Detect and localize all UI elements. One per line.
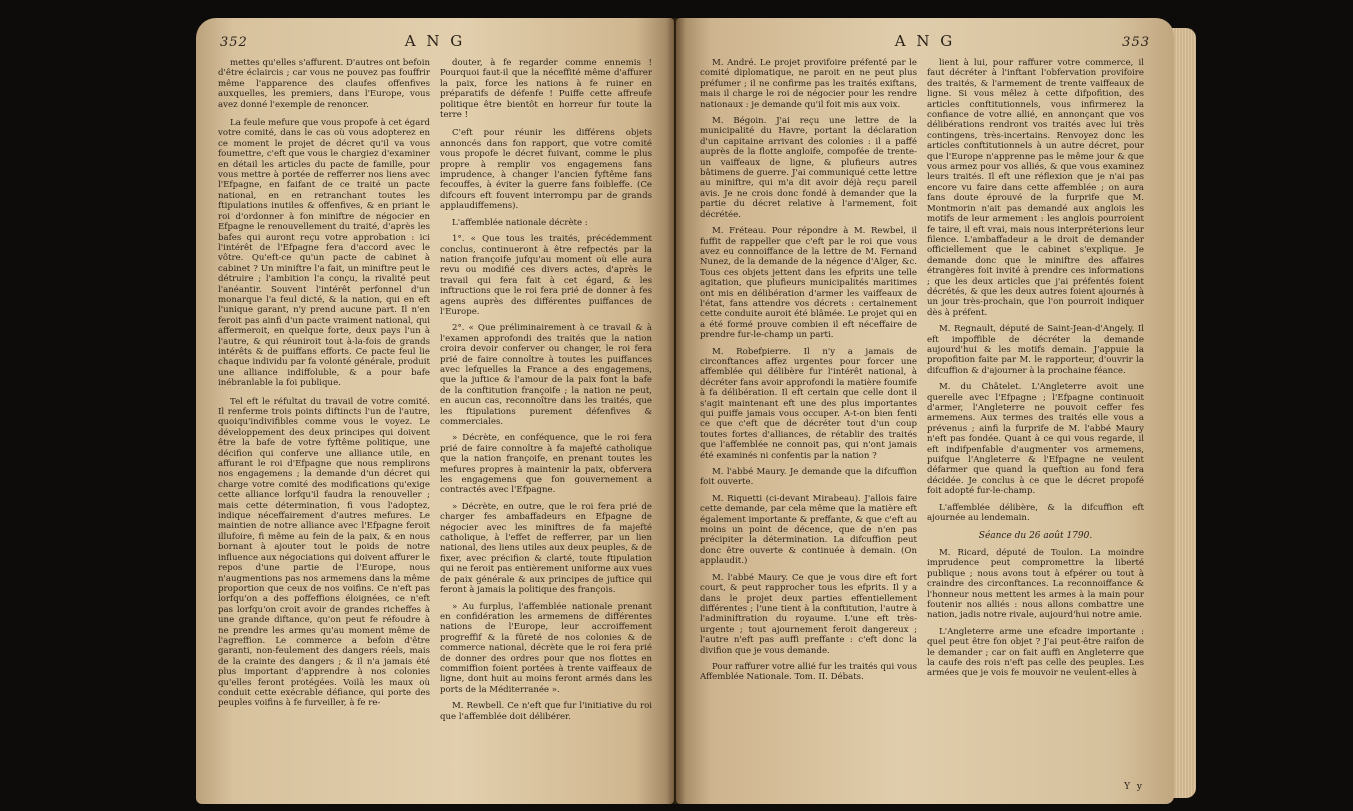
paragraph: » Décrète, en conféquence, que le roi fera prié de faire connoître à fa majefté catholique que la nation françoife, en prenant toutes les mefures propres à maintenir la paix, obfervera les engagemens que fon gouvernement a contractés avec l'Efpagne.: [440, 433, 652, 496]
right-column-1: [700, 58, 917, 788]
page-edges: [1172, 28, 1196, 798]
decree-heading: L'affemblée nationale décrète :: [452, 217, 588, 228]
left-running-head: A N G: [404, 32, 466, 50]
right-page-header: [700, 32, 1150, 52]
paragraph: C'eft pour réunir les différens objets annoncés dans fon rapport, que votre comité vous propofe le décret fuivant, comme le plus propre à remplir vos engagemens fans imprudence, à changer l'ancien fyftême fans fecouffes, à éviter la guerre fans foibleffe. (Ce difcours eft fouvent interrompu par de grands applaudiffemens).: [440, 128, 652, 212]
right-running-head: A N G: [894, 32, 956, 50]
signature-mark: Y y: [1124, 782, 1144, 792]
left-column-2: [440, 58, 652, 788]
paragraph: mettes qu'elles s'affurent. D'autres ont befoin d'être éclaircis ; car vous ne pouvez pas fouffrir même l'apparence des claufes offenfives auxquelles, les premiers, dans l'Europe, vous avez donné l'exemple de renoncer.: [218, 58, 430, 110]
paragraph: » Au furplus, l'affemblée nationale prenant en confidération les armemens de différentes nations de l'Europe, leur accroiffement progreffif & la fûreté de nos colonies & de commerce national, décrète que le roi fera prié de donner des ordres pour que nos flottes en commiffion foient portées à trente vaiffeaux de ligne, dont huit au moins feront armés dans les ports de la Méditerranée ».: [440, 601, 652, 695]
paragraph: Pour raffurer votre allié fur les traités qui vous Affemblée Nationale. Tom. II. Débats.: [700, 661, 917, 683]
paragraph: M. Regnault, député de Saint-Jean-d'Angely. Il eft impoffible de décréter la demande aujourd'hui & les motifs demain. J'appuie la propofition faite par M. le rapporteur, d'ouvrir la difcuffion & d'ajourner à la prochaine féance.: [927, 324, 1144, 376]
paragraph: M. Bégoin. J'ai reçu une lettre de la municipalité du Havre, portant la déclaration d'un capitaine arrivant des colonies : il a paffé auprès de la flotte angloife, compofée de trente-un vaiffeaux de ligne, & plufieurs autres bâtimens de guerre. J'ai communiqué cette lettre au miniftre, qui m'a dit avoir déjà reçu pareil avis. Je ne crois donc fondé à demander que la partie du décret relative à l'armement, foit décrétée.: [700, 116, 917, 220]
left-page-text: [218, 58, 652, 788]
paragraph: M. Fréteau. Pour répondre à M. Rewbel, il fuffit de rappeller que c'eft par le roi que vous avez eu connoiffance de la lettre de M. Fernand Nunez, de la demande de la négence d'Alger, &c. Tous ces objets jettent dans les efprits une telle agitation, que plufieurs municipalités maritimes ont mis en délibération d'armer les vaiffeaux de l'état, fans attendre vos décrets : certainement cette conduite auroit été blâmée. Le projet qui en a été formé prouve combien il eft néceffaire de prendre fur-le-champ un parti.: [700, 226, 917, 341]
left-page: [196, 18, 674, 804]
paragraph: M. André. Le projet provifoire préfenté par le comité diplomatique, ne paroit en ne peut plus préfumer ; il ne confirme pas les traités exiftans, mais il charge le roi de négocier pour les rendre nationaux : je demande qu'il foit mis aux voix.: [700, 58, 917, 110]
left-column-1: [218, 58, 430, 788]
paragraph: 1°. « Que tous les traités, précédemment conclus, continueront à être refpectés par la nation françoife jufqu'au moment où elle aura revu ou modifié ces divers actes, d'après le travail qui fera fait à cet égard, & les inftructions que le roi fera prié de donner à fes agens auprès des différentes puiffances de l'Europe.: [440, 234, 652, 317]
paragraph: Tel eft le réfultat du travail de votre comité. Il renferme trois points diftincts l'un de l'autre, quoiqu'indivifibles comme vous le voyez. Le développement des deux principes qui doivent être la bafe de votre fyftême politique, une décifion qui conferve une alliance utile, en affurant le roi d'Efpagne que nous remplirons nos engagemens ; la demande d'un décret qui charge votre comité des modifications qu'exige cette alliance lorfqu'il faudra la renouveller ; mais cette détermination, fi vous l'adoptez, indique néceffairement d'autres mefures. Le maintien de notre alliance avec l'Efpagne feroit illufoire, fi même au fein de la paix, & en nous bornant à ajouter tout le poids de notre influence aux négociations qui doivent affurer le repos d'une partie de l'Europe, nous n'augmentions pas nos armemens dans la même proportion que ceux de nos voifins. Ce n'eft pas lorfqu'on a des poffeffions éloignées, ce n'eft pas lorfqu'on croit avoir de grandes richeffes à une grande diftance, qu'on peut fe réfoudre à ne prendre les armes qu'au moment même de l'agreffion. Le commerce a befoin d'être garanti, non-feulement des dangers réels, mais de la crainte des dangers ; & il n'a jamais été plus important d'apprendre à nos colonies qu'elles feront protégées. Voilà les maux où conduit cette exécrable défiance, qui porte des peuples voifins à fe furveiller, à fe re-: [218, 396, 430, 709]
paragraph: » Décrète, en outre, que le roi fera prié de charger fes ambaffadeurs en Efpagne de négocier avec les miniftres de fa majefté catholique, à l'effet de refferrer, par un lien national, des liens utiles aux deux peuples, & de fixer, avec précifion & clarté, toute ftipulation qui ne feroit pas entièrement uniforme aux vues de paix générale & aux principes de juftice qui feront à jamais la politique des françois.: [440, 501, 652, 596]
paragraph: L'Angleterre arme une efcadre importante : quel peut être fon objet ? J'ai peut-être raifon de le demander ; car on fait auffi en Angleterre que la caufe des rois n'eft pas celle des peuples. Les armées que je vois fe mouvoir ne veulent-elles à: [927, 626, 1144, 679]
left-page-number: 352: [220, 35, 248, 50]
open-book: [196, 18, 1196, 808]
paragraph: La feule mefure que vous propofe à cet égard votre comité, dans le cas où vous adopterez en ce moment le projet de décret qu'il va vous foumettre, c'eft que vous le chargiez d'examiner en détail les articles du pacte de famille, pour vous mettre à portée de refferrer nos liens avec l'Efpagne, en faifant de ce traité un pacte national, en en retranchant toutes les ftipulations inutiles & offenfives, & en priant le roi d'ordonner à fon miniftre de négocier en Efpagne le renouvellement du traité, d'après les bafes qui auront reçu votre approbation : ici l'intérêt de l'Efpagne fera d'accord avec le vôtre. Qu'eft-ce qu'un pacte de cabinet à cabinet ? Un miniftre l'a fait, un miniftre peut le détruire ; l'ambition l'a conçu, la rivalité peut l'anéantir. Souvent l'intérêt perfonnel d'un monarque l'a feul dicté, & la nation, qui en eft l'unique garant, n'y prend aucune part. Il n'en feroit pas ainfi d'un pacte vraiment national, qui affermeroit, en quelque forte, deux pays l'un à l'autre, & qui réuniroit tout à-la-fois de grands intérêts & de puiffans efforts. Ce pacte feul lie chaque individu par fa volonté générale, produit une alliance indiffoluble, & a pour bafe inébranlable la foi publique.: [218, 118, 430, 389]
paragraph: lient à lui, pour raffurer votre commerce, il faut décréter à l'inftant l'obfervation provifoire des traités, & l'armement de trente vaiffeaux de ligne. Si vous mêlez à cette difpofition, des articles conftitutionnels, vous infirmerez la confiance de votre allié, en annonçant que vos délibérations rendront vos traités avec lui très contingens, très-incertains. Renvoyez donc les articles conftitutionnels à un autre décret, pour que l'Europe n'apprenne pas le même jour & que vous armez pour vos alliés, & que vous examinez leurs traités. Il eft une réflexion que je n'ai pas encore vu faire dans cette affemblée ; on aura fans doute éprouvé de la furprife que M. Montmorin n'ait pas demandé aux anglois les motifs de leur armement : les anglois pourroient fe taire, il eft vrai, mais nous interpréterions leur filence. L'ambaffadeur a le droit de demander officiellement que le cabinet s'explique. Je demande donc que le miniftre des affaires étrangères foit invité à prendre ces informations ; que les deux articles que j'ai préfentés foient décrétés, & que les deux autres foient ajournés à un jour très-prochain, que l'on pourroit indiquer dès à préfent.: [927, 58, 1144, 318]
paragraph: M. Riquetti (ci-devant Mirabeau). J'allois faire cette demande, par cela même que la matière eft également importante & preffante, & que c'eft au moins un point de décence, que de n'en pas précipiter la détermination. La difcuffion peut donc être ouverte & continuée à demain. (On applaudit.): [700, 493, 917, 567]
paragraph: M. Ricard, député de Toulon. La moindre imprudence peut compromettre la liberté publique ; nous avons tout à efpérer ou tout à craindre des circonftances. La reconnoiffance & l'honneur nous mettent les armes à la main pour foutenir nos alliés : nous allons combattre une nation, jadis notre rivale, aujourd'hui notre amie.: [927, 547, 1144, 621]
book-gutter: [666, 18, 686, 804]
paragraph: M. Robefpierre. Il n'y a jamais de circonftances affez urgentes pour forcer une affemblée qui délibère fur l'intérêt national, à décréter fans avoir approfondi la matière foumife à fa délibération. Il eft certain que celle dont il s'agit maintenant eft une des plus importantes qui puiffe jamais vous occuper. A-t-on bien fenti ce que c'eft que de décréter tout d'un coup toutes fortes d'alliances, de rétablir des traités que l'affemblée ne connoit pas, qui n'ont jamais été examinés ni confentis par la nation ?: [700, 346, 917, 461]
paragraph: M. l'abbé Maury. Ce que je vous dire eft fort court, & peut rapprocher tous les efprits. Il y a dans le projet deux parties effentiellement différentes ; l'une tient à la conftitution, l'autre à l'adminiftration du royaume. L'une eft très-urgente ; tout ajournement feroit dangereux ; l'autre n'eft pas auffi preffante : c'eft donc la divifion que je vous demande.: [700, 572, 917, 656]
paragraph: M. du Châtelet. L'Angleterre avoit une querelle avec l'Efpagne ; l'Efpagne continuoit d'armer, l'Angleterre ne pouvoit ceffer fes armemens. Aux termes des traités elle vous a prévenus ; ainfi la furprife de M. l'abbé Maury n'eft pas fondée. Quant à ce qui vous regarde, il eft indifpenfable d'augmenter vos armemens, puifque l'Angleterre & l'Efpagne ne veulent défarmer que quand la queftion au fond fera décidée. Je conclus à ce que le décret propofé foit adopté fur-le-champ.: [927, 382, 1144, 497]
paragraph: L'affemblée délibère, & la difcuffion eft ajournée au lendemain.: [927, 502, 1144, 524]
paragraph: douter, à fe regarder comme ennemis ! Pourquoi faut-il que la néceffité même d'affurer la paix, force les nations à fe ruiner en préparatifs de défenfe ! Puiffe cette affreufe politique être bientôt en horreur fur toute la terre !: [440, 58, 652, 121]
paragraph: M. l'abbé Maury. Je demande que la difcuffion foit ouverte.: [700, 467, 917, 488]
left-page-header: [220, 32, 650, 52]
right-page: [676, 18, 1174, 804]
right-page-text: [700, 58, 1144, 788]
session-heading: Séance du 26 août 1790.: [978, 531, 1093, 542]
paragraph: M. Rewbell. Ce n'eft que fur l'initiative du roi que l'affemblée doit délibérer.: [440, 701, 652, 722]
paragraph: 2°. « Que préliminairement à ce travail & à l'examen approfondi des traités que la nation croira devoir conferver ou changer, le roi fera prié de faire connoître à toutes les puiffances avec lefquelles la France a des engagemens, que la juftice & l'amour de la paix font la bafe de la conftitution françoife ; la nation ne peut, en aucun cas, reconnoître dans les traités, que les ftipulations purement défenfives & commerciales.: [440, 323, 652, 427]
right-column-2: [927, 58, 1144, 788]
right-page-number: 353: [1122, 35, 1150, 50]
